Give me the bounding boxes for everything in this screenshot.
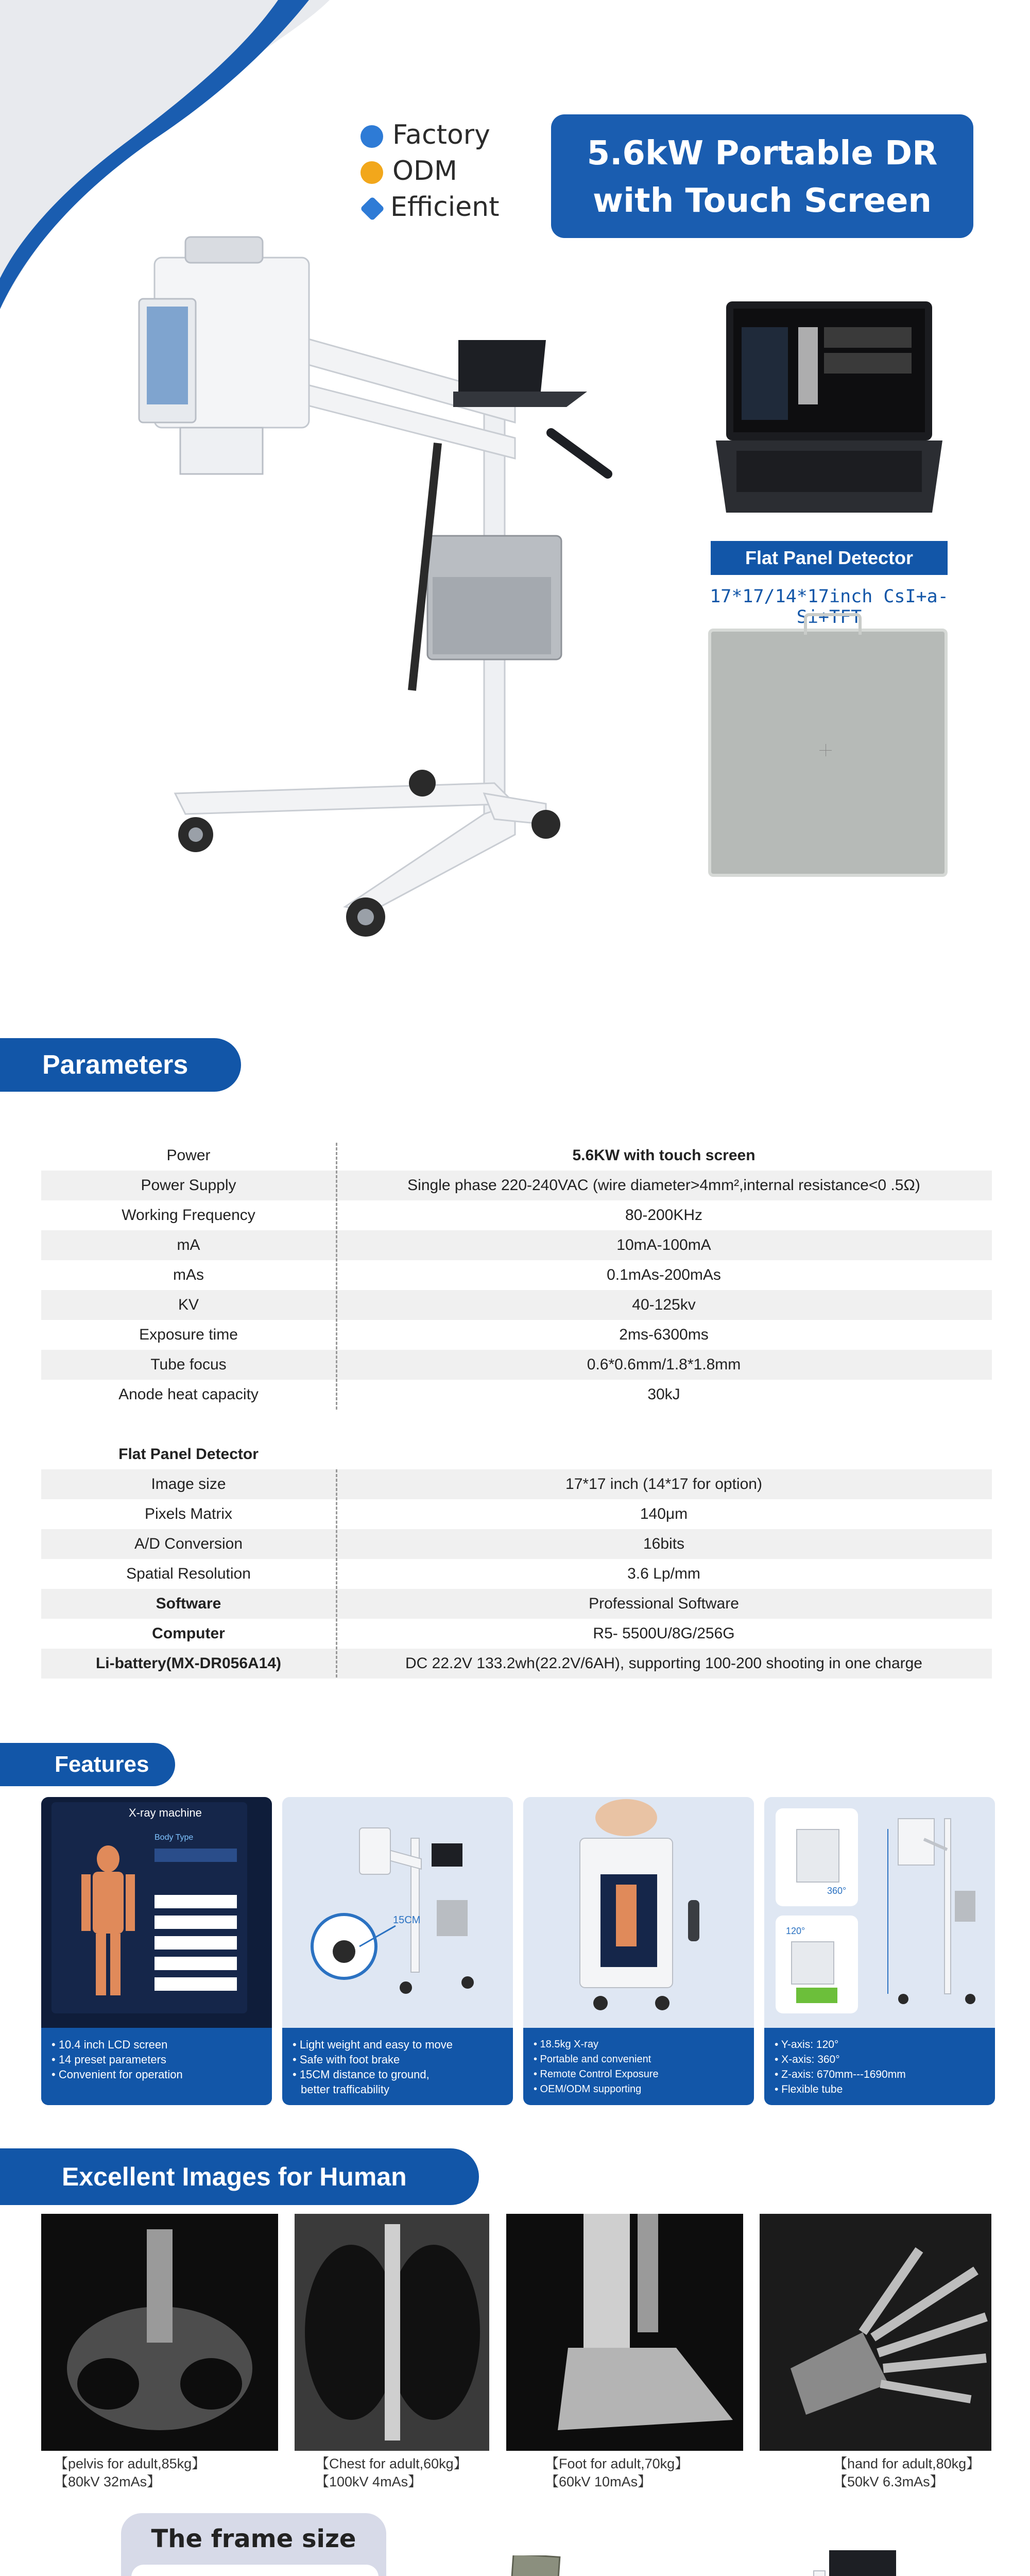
xray-hand-image	[760, 2214, 991, 2451]
flat-panel-detector-image	[708, 629, 948, 877]
feature-bullets	[764, 2028, 995, 2105]
caption-line: 【100kV 4mAs】	[315, 2474, 422, 2489]
feature-bullets	[282, 2028, 513, 2105]
param-row	[41, 1559, 992, 1589]
tag-odm	[360, 156, 457, 187]
rotation-360-panel	[776, 1808, 858, 1906]
param-value: 30kJ	[647, 1386, 680, 1403]
param-value: 0.6*0.6mm/1.8*1.8mm	[587, 1356, 741, 1373]
param-row	[41, 1290, 992, 1320]
xray-foot-image	[506, 2214, 743, 2451]
param-value: 2ms-6300ms	[619, 1326, 709, 1343]
feature-card-mobility	[282, 1797, 513, 2105]
feature-bullets	[41, 2028, 272, 2105]
param-value: 0.1mAs-200mAs	[607, 1266, 721, 1283]
frame-size-panel	[121, 2513, 386, 2576]
tag-factory-label: Factory	[392, 120, 490, 150]
detector-spec: 17*17/14*17inch CsI+a-Si+TFT	[710, 586, 949, 628]
param-label: Working Frequency	[122, 1207, 255, 1224]
xray-pelvis-image	[41, 2214, 278, 2451]
detector-subheading: Flat Panel Detector	[118, 1446, 259, 1463]
param-value: 3.6 Lp/mm	[627, 1565, 700, 1582]
touch-screen-ui	[52, 1802, 247, 2013]
param-label: Spatial Resolution	[126, 1565, 251, 1582]
caption-line: 【Chest for adult,60kg】	[315, 2456, 468, 2471]
tag-factory	[360, 120, 490, 150]
param-label: Software	[156, 1595, 221, 1612]
param-label: Image size	[151, 1476, 226, 1493]
feature-card-flexible	[764, 1797, 995, 2105]
tag-odm-label: ODM	[392, 156, 457, 187]
table-divider	[336, 1143, 337, 1410]
param-label: A/D Conversion	[134, 1535, 243, 1552]
xray-chest-image	[295, 2214, 489, 2451]
feature-bullet: • OEM/ODM supporting	[534, 2083, 642, 2095]
paper-plane-icon	[360, 196, 385, 221]
z-axis-illustration	[867, 1808, 986, 2014]
param-row	[41, 1649, 992, 1679]
param-label: Anode heat capacity	[118, 1386, 259, 1403]
param-row	[41, 1260, 992, 1290]
xray-machine-side-image	[664, 2540, 999, 2576]
portable-illustration	[523, 1797, 754, 2028]
frame-size-heading: The frame size	[151, 2524, 356, 2553]
tube-head-icon	[796, 1829, 839, 1883]
param-value: 40-125kv	[632, 1296, 696, 1313]
distance-label: 15CM	[393, 1914, 421, 1926]
detector-holder-tripod-image	[464, 2555, 608, 2576]
feature-bullet: • Portable and convenient	[534, 2054, 651, 2065]
title-line-2: with Touch Screen	[593, 182, 932, 220]
laptop-software-image	[716, 296, 942, 523]
portable-xray-machine-image	[124, 227, 628, 958]
param-row	[41, 1619, 992, 1649]
feature-bullet: • 18.5kg X-ray	[534, 2039, 598, 2050]
tag-efficient-label: Efficient	[390, 192, 500, 223]
param-row	[41, 1589, 992, 1619]
frame-diagram	[131, 2565, 379, 2576]
product-title	[551, 114, 973, 238]
feature-bullet: better trafficability	[301, 2083, 390, 2096]
feature-card-screen	[41, 1797, 272, 2105]
param-label: Computer	[152, 1625, 225, 1642]
caption-chest	[315, 2455, 468, 2491]
detector-subheading-row	[41, 1439, 992, 1469]
tube-head-icon	[791, 1941, 834, 1985]
param-label: Tube focus	[150, 1356, 227, 1373]
caption-hand	[833, 2455, 980, 2491]
body-diagram	[52, 1802, 247, 2013]
detector-handle	[804, 613, 862, 635]
param-value: 16bits	[643, 1535, 685, 1552]
tag-efficient	[360, 192, 500, 223]
param-row	[41, 1350, 992, 1380]
param-label: KV	[178, 1296, 199, 1313]
caption-line: 【80kV 32mAs】	[54, 2474, 161, 2489]
param-value: 140μm	[640, 1505, 688, 1522]
param-label: Exposure time	[139, 1326, 238, 1343]
green-arrow-icon	[796, 1988, 837, 2003]
feature-bullet: • Light weight and easy to move	[293, 2038, 453, 2051]
param-value: R5- 5500U/8G/256G	[593, 1625, 735, 1642]
param-label: mA	[177, 1236, 200, 1253]
param-value: DC 22.2V 133.2wh(22.2V/6AH), supporting 100-200 shooting in one charge	[405, 1655, 922, 1672]
param-label: Pixels Matrix	[144, 1505, 233, 1522]
feature-bullets	[523, 2028, 754, 2105]
caption-line: 【pelvis for adult,85kg】	[54, 2456, 206, 2471]
feature-bullet: • 15CM distance to ground,	[293, 2068, 430, 2081]
feature-bullet: • Z-axis: 670mm---1690mm	[775, 2069, 906, 2080]
title-line-1: 5.6kW Portable DR	[587, 134, 938, 173]
param-row	[41, 1200, 992, 1230]
param-row	[41, 1230, 992, 1260]
feature-bullet: • X-axis: 360°	[775, 2054, 840, 2065]
images-heading: Excellent Images for Human	[0, 2148, 479, 2205]
param-label: Li-battery(MX-DR056A14)	[95, 1655, 282, 1672]
detector-label: Flat Panel Detector	[711, 541, 948, 575]
param-row	[41, 1499, 992, 1529]
param-label: mAs	[173, 1266, 204, 1283]
param-row	[41, 1529, 992, 1559]
caption-line: 【Foot for adult,70kg】	[545, 2456, 689, 2471]
param-value: Professional Software	[589, 1595, 739, 1612]
param-label: Power	[166, 1147, 211, 1164]
param-row	[41, 1171, 992, 1200]
param-row	[41, 1469, 992, 1499]
caption-pelvis	[54, 2455, 205, 2491]
param-row	[41, 1380, 992, 1410]
feature-bullet: • Flexible tube	[775, 2083, 843, 2095]
feature-card-portable	[523, 1797, 754, 2105]
param-value: 80-200KHz	[625, 1207, 703, 1224]
feature-bullet: • Safe with foot brake	[293, 2053, 400, 2066]
angle-360-label: 360°	[827, 1886, 847, 1896]
feature-bullet: • 14 preset parameters	[52, 2053, 166, 2066]
table-divider	[336, 1469, 337, 1677]
param-row	[41, 1141, 992, 1171]
medal-icon	[360, 161, 383, 184]
param-row	[41, 1320, 992, 1350]
caption-line: 【hand for adult,80kg】	[833, 2456, 981, 2471]
param-label: Power Supply	[141, 1177, 236, 1194]
rotation-120-panel	[776, 1916, 858, 2013]
caption-line: 【60kV 10mAs】	[545, 2474, 652, 2489]
caption-foot	[545, 2455, 689, 2491]
param-value: 10mA-100mA	[616, 1236, 711, 1253]
feature-bullet: • Remote Control Exposure	[534, 2069, 659, 2080]
param-value: 5.6KW with touch screen	[572, 1147, 756, 1164]
feature-bullet: • 10.4 inch LCD screen	[52, 2038, 168, 2051]
parameters-heading: Parameters	[0, 1038, 241, 1092]
features-heading: Features	[0, 1743, 175, 1786]
param-value: Single phase 220-240VAC (wire diameter>4mm²,internal resistance<0 .5Ω)	[407, 1177, 920, 1194]
screen-subtitle: Body Type	[154, 1833, 194, 1842]
feature-bullet: • Y-axis: 120°	[775, 2039, 839, 2050]
screen-title: X-ray machine	[129, 1806, 202, 1819]
param-value: 17*17 inch (14*17 for option)	[565, 1476, 762, 1493]
mobility-illustration	[282, 1797, 513, 2028]
feature-bullet: • Convenient for operation	[52, 2068, 183, 2081]
shield-icon	[360, 125, 383, 148]
angle-120-label: 120°	[786, 1926, 805, 1936]
caption-line: 【50kV 6.3mAs】	[833, 2474, 944, 2489]
